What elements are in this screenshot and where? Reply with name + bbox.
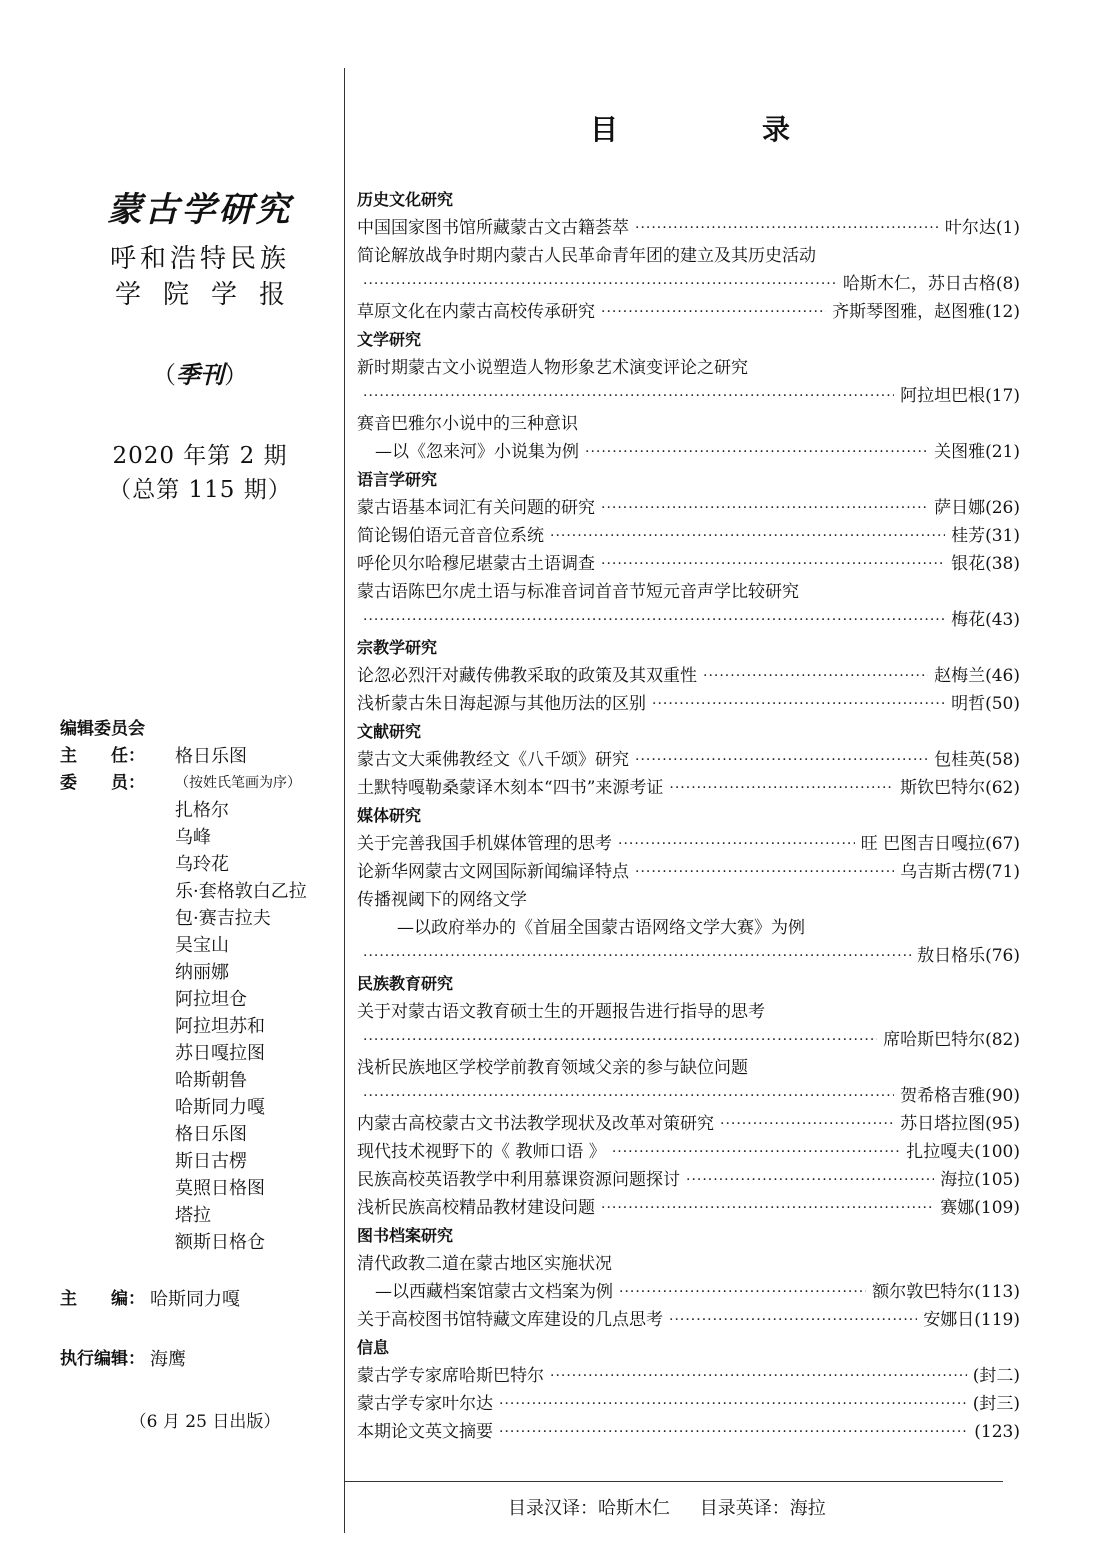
member-name: 莫照日格图 bbox=[175, 1178, 265, 1199]
toc-entry bbox=[357, 1026, 1020, 1054]
dot-leader bbox=[669, 774, 894, 802]
dot-leader bbox=[601, 1194, 934, 1222]
dot-leader bbox=[363, 606, 945, 634]
toc-author-page: 包桂英(58) bbox=[934, 750, 1020, 770]
dot-leader bbox=[499, 1390, 967, 1418]
toc-article-title: 传播视阈下的网络文学 bbox=[357, 890, 527, 910]
toc-article-title: 关于完善我国手机媒体管理的思考 bbox=[357, 834, 612, 854]
member-name: 额斯日格仓 bbox=[175, 1232, 265, 1253]
toc-article-title: 现代技术视野下的《 教师口语 》 bbox=[357, 1142, 606, 1162]
chief-editor-label: 主 编： bbox=[60, 1289, 145, 1309]
members-note: （按姓氏笔画为序） bbox=[175, 775, 301, 791]
toc-article-title: 土默特嘎勒桑蒙译木刻本“四书”来源考证 bbox=[357, 778, 664, 798]
toc-entry bbox=[357, 214, 1020, 242]
toc-section-heading: 文学研究 bbox=[357, 330, 422, 349]
toc-author-page: 扎拉嘎夫(100) bbox=[906, 1142, 1020, 1162]
toc-author-page: 哈斯木仁，苏日古格(8) bbox=[842, 274, 1020, 294]
member-name: 哈斯同力嘎 bbox=[175, 1097, 265, 1118]
toc-title bbox=[590, 108, 790, 148]
toc-author-page: (封二) bbox=[972, 1366, 1020, 1386]
toc-article-title: 蒙古学专家席哈斯巴特尔 bbox=[357, 1366, 544, 1386]
toc-entry bbox=[357, 494, 1020, 522]
toc-article-title: 简论锡伯语元音音位系统 bbox=[357, 526, 544, 546]
toc-entry bbox=[357, 522, 1020, 550]
toc-entry bbox=[357, 1418, 1020, 1446]
toc-article-title: 浅析民族高校精品教材建设问题 bbox=[357, 1198, 595, 1218]
toc-section-heading: 民族教育研究 bbox=[357, 974, 454, 993]
toc-article-title: —以西藏档案馆蒙古文档案为例 bbox=[375, 1282, 613, 1302]
english-translator: 目录英译：海拉 bbox=[699, 1498, 826, 1519]
toc-author-page: 席哈斯巴特尔(82) bbox=[883, 1030, 1020, 1050]
toc-entry bbox=[357, 830, 1020, 858]
toc-article-title: 关于高校图书馆特藏文库建设的几点思考 bbox=[357, 1310, 663, 1330]
toc-article-title: 浅析民族地区学校学前教育领域父亲的参与缺位问题 bbox=[357, 1058, 748, 1078]
dot-leader bbox=[585, 438, 928, 466]
toc-author-page: 明哲(50) bbox=[951, 694, 1020, 714]
toc-article-title: —以《忽来河》小说集为例 bbox=[375, 442, 579, 462]
toc-entry bbox=[357, 1362, 1020, 1390]
publication-date: （6 月 25 日出版） bbox=[129, 1412, 281, 1432]
toc-section-heading: 信息 bbox=[357, 1338, 390, 1357]
member-name: 阿拉坦仓 bbox=[175, 989, 247, 1010]
executive-editor-name: 海鹰 bbox=[150, 1349, 186, 1370]
toc-author-page: (封三) bbox=[972, 1394, 1020, 1414]
footer-divider bbox=[345, 1481, 1003, 1482]
toc-author-page: (123) bbox=[974, 1422, 1020, 1442]
toc-entry bbox=[357, 382, 1020, 410]
dot-leader bbox=[601, 298, 826, 326]
toc-section-heading: 图书档案研究 bbox=[357, 1226, 454, 1245]
toc-article-title: 民族高校英语教学中利用慕课资源问题探讨 bbox=[357, 1170, 680, 1190]
member-name: 乐·套格敦白乙拉 bbox=[175, 881, 307, 902]
executive-editor-row bbox=[60, 1346, 350, 1373]
toc-article-title: 本期论文英文摘要 bbox=[357, 1422, 493, 1442]
dot-leader bbox=[635, 214, 939, 242]
toc-author-page: 敖日格乐(76) bbox=[917, 946, 1020, 966]
toc-author-page: 乌吉斯古楞(71) bbox=[900, 862, 1020, 882]
toc-author-page: 旺 巴图吉日嘎拉(67) bbox=[860, 834, 1020, 854]
toc-title-right: 录 bbox=[761, 113, 790, 146]
toc-article-title: 清代政教二道在蒙古地区实施状况 bbox=[357, 1254, 612, 1274]
toc-author-page: 阿拉坦巴根(17) bbox=[900, 386, 1020, 406]
toc-entry bbox=[357, 550, 1020, 578]
toc-entry bbox=[357, 858, 1020, 886]
dot-leader bbox=[635, 746, 928, 774]
toc-author-page: 额尔敦巴特尔(113) bbox=[872, 1282, 1020, 1302]
journal-name: 蒙古学研究 bbox=[107, 190, 293, 230]
toc-section-heading: 历史文化研究 bbox=[357, 190, 454, 209]
toc-author-page: 关图雅(21) bbox=[934, 442, 1020, 462]
toc-title-left: 目 bbox=[590, 113, 619, 146]
toc-entry bbox=[357, 1194, 1020, 1222]
toc-entry bbox=[357, 1166, 1020, 1194]
dot-leader bbox=[601, 494, 928, 522]
dot-leader bbox=[363, 1082, 894, 1110]
dot-leader bbox=[363, 382, 894, 410]
toc-author-page: 苏日塔拉图(95) bbox=[900, 1114, 1020, 1134]
toc-author-page: 斯钦巴特尔(62) bbox=[900, 778, 1020, 798]
toc-entry bbox=[357, 1110, 1020, 1138]
toc-article-title: 蒙古语基本词汇有关问题的研究 bbox=[357, 498, 595, 518]
toc-article-title: —以政府举办的《首届全国蒙古语网络文学大赛》为例 bbox=[397, 918, 805, 938]
member-name: 苏日嘎拉图 bbox=[175, 1043, 265, 1064]
toc-author-page: 齐斯琴图雅，赵图雅(12) bbox=[832, 302, 1020, 322]
toc-author-page: 叶尔达(1) bbox=[944, 218, 1020, 238]
editorial-heading: 编辑委员会 bbox=[60, 719, 145, 739]
member-name: 纳丽娜 bbox=[175, 962, 229, 983]
footer-credits bbox=[508, 1494, 826, 1520]
members-list bbox=[60, 797, 350, 1256]
member-name: 乌峰 bbox=[175, 827, 211, 848]
members-row bbox=[60, 770, 350, 797]
dot-leader bbox=[703, 662, 928, 690]
toc-entry bbox=[357, 270, 1020, 298]
toc-section-heading: 宗教学研究 bbox=[357, 638, 438, 657]
dot-leader bbox=[669, 1306, 917, 1334]
member-name: 格日乐图 bbox=[175, 1124, 247, 1145]
chief-editor-row bbox=[60, 1286, 350, 1313]
member-name: 吴宝山 bbox=[175, 935, 229, 956]
toc-entry bbox=[357, 774, 1020, 802]
toc-article-title: 中国国家图书馆所藏蒙古文古籍荟萃 bbox=[357, 218, 629, 238]
dot-leader bbox=[618, 830, 855, 858]
toc-article-title: 新时期蒙古文小说塑造人物形象艺术演变评论之研究 bbox=[357, 358, 748, 378]
toc-article-title: 关于对蒙古语文教育硕士生的开题报告进行指导的思考 bbox=[357, 1002, 765, 1022]
member-name: 乌玲花 bbox=[175, 854, 229, 875]
director-row bbox=[60, 743, 350, 770]
member-name: 扎格尔 bbox=[175, 800, 229, 821]
toc-entry bbox=[357, 662, 1020, 690]
members-label: 委 员： bbox=[60, 773, 145, 793]
journal-subtitle-line1: 呼和浩特民族 bbox=[109, 244, 290, 274]
issue-number: 2020 年第 2 期 bbox=[112, 443, 288, 469]
toc-article-title: 内蒙古高校蒙古文书法教学现状及改革对策研究 bbox=[357, 1114, 714, 1134]
toc-entry bbox=[357, 1278, 1020, 1306]
toc-entry bbox=[357, 298, 1020, 326]
toc-article-title: 草原文化在内蒙古高校传承研究 bbox=[357, 302, 595, 322]
member-name: 阿拉坦苏和 bbox=[175, 1016, 265, 1037]
toc-entry bbox=[357, 606, 1020, 634]
dot-leader bbox=[550, 522, 945, 550]
toc-author-page: 银花(38) bbox=[951, 554, 1020, 574]
toc-entry bbox=[357, 1138, 1020, 1166]
toc-entry bbox=[357, 1390, 1020, 1418]
toc-article-title: 论忽必烈汗对藏传佛教采取的政策及其双重性 bbox=[357, 666, 697, 686]
dot-leader bbox=[550, 1362, 967, 1390]
toc-section-heading: 语言学研究 bbox=[357, 470, 438, 489]
toc-article-title: 蒙古文大乘佛教经文《八千颂》研究 bbox=[357, 750, 629, 770]
frequency: （季刊） bbox=[152, 360, 248, 389]
chinese-translator: 目录汉译：哈斯木仁 bbox=[508, 1498, 670, 1519]
toc-author-page: 海拉(105) bbox=[940, 1170, 1020, 1190]
dot-leader bbox=[499, 1418, 968, 1446]
toc-author-page: 赵梅兰(46) bbox=[934, 666, 1020, 686]
frequency-label: 季刊 bbox=[176, 360, 224, 389]
toc-entry bbox=[357, 1082, 1020, 1110]
toc-entry bbox=[357, 438, 1020, 466]
dot-leader bbox=[652, 690, 945, 718]
dot-leader bbox=[363, 270, 837, 298]
masthead-column bbox=[0, 0, 344, 1559]
executive-editor-label: 执行编辑： bbox=[60, 1349, 145, 1369]
toc-section-heading: 媒体研究 bbox=[357, 806, 422, 825]
dot-leader bbox=[720, 1110, 894, 1138]
member-name: 包·赛吉拉夫 bbox=[175, 908, 271, 929]
toc-entry bbox=[357, 1306, 1020, 1334]
dot-leader bbox=[686, 1166, 934, 1194]
dot-leader bbox=[619, 1278, 866, 1306]
toc-author-page: 萨日娜(26) bbox=[934, 498, 1020, 518]
column-divider bbox=[344, 68, 345, 1533]
member-name: 塔拉 bbox=[175, 1205, 211, 1226]
chief-editor-name: 哈斯同力嘎 bbox=[150, 1289, 240, 1310]
dot-leader bbox=[601, 550, 945, 578]
toc-article-title: 蒙古学专家叶尔达 bbox=[357, 1394, 493, 1414]
member-name: 哈斯朝鲁 bbox=[175, 1070, 247, 1091]
dot-leader bbox=[363, 1026, 877, 1054]
member-name: 斯日古楞 bbox=[175, 1151, 247, 1172]
toc-article-title: 呼伦贝尔哈穆尼堪蒙古土语调查 bbox=[357, 554, 595, 574]
toc-article-title: 简论解放战争时期内蒙古人民革命青年团的建立及其历史活动 bbox=[357, 246, 816, 266]
toc-author-page: 赛娜(109) bbox=[940, 1198, 1020, 1218]
toc-author-page: 梅花(43) bbox=[951, 610, 1020, 630]
toc-author-page: 贺希格吉雅(90) bbox=[900, 1086, 1020, 1106]
toc-section-heading: 文献研究 bbox=[357, 722, 422, 741]
director-label: 主 任： bbox=[60, 746, 145, 766]
toc-entry bbox=[357, 942, 1020, 970]
toc-entry bbox=[357, 690, 1020, 718]
editorial-board bbox=[60, 716, 350, 1256]
director-name: 格日乐图 bbox=[175, 746, 247, 767]
issue-total: （总第 115 期） bbox=[108, 477, 292, 503]
toc-article-title: 蒙古语陈巴尔虎土语与标准音词首音节短元音声学比较研究 bbox=[357, 582, 799, 602]
toc-article-title: 赛音巴雅尔小说中的三种意识 bbox=[357, 414, 578, 434]
toc-article-title: 论新华网蒙古文网国际新闻编译特点 bbox=[357, 862, 629, 882]
dot-leader bbox=[635, 858, 894, 886]
dot-leader bbox=[612, 1138, 900, 1166]
toc-author-page: 安娜日(119) bbox=[923, 1310, 1020, 1330]
toc-author-page: 桂芳(31) bbox=[951, 526, 1020, 546]
toc-article-title: 浅析蒙古朱日海起源与其他历法的区别 bbox=[357, 694, 646, 714]
journal-subtitle-line2: 学院学报 bbox=[114, 280, 307, 310]
toc-entry bbox=[357, 746, 1020, 774]
dot-leader bbox=[363, 942, 911, 970]
table-of-contents bbox=[357, 186, 1020, 1446]
